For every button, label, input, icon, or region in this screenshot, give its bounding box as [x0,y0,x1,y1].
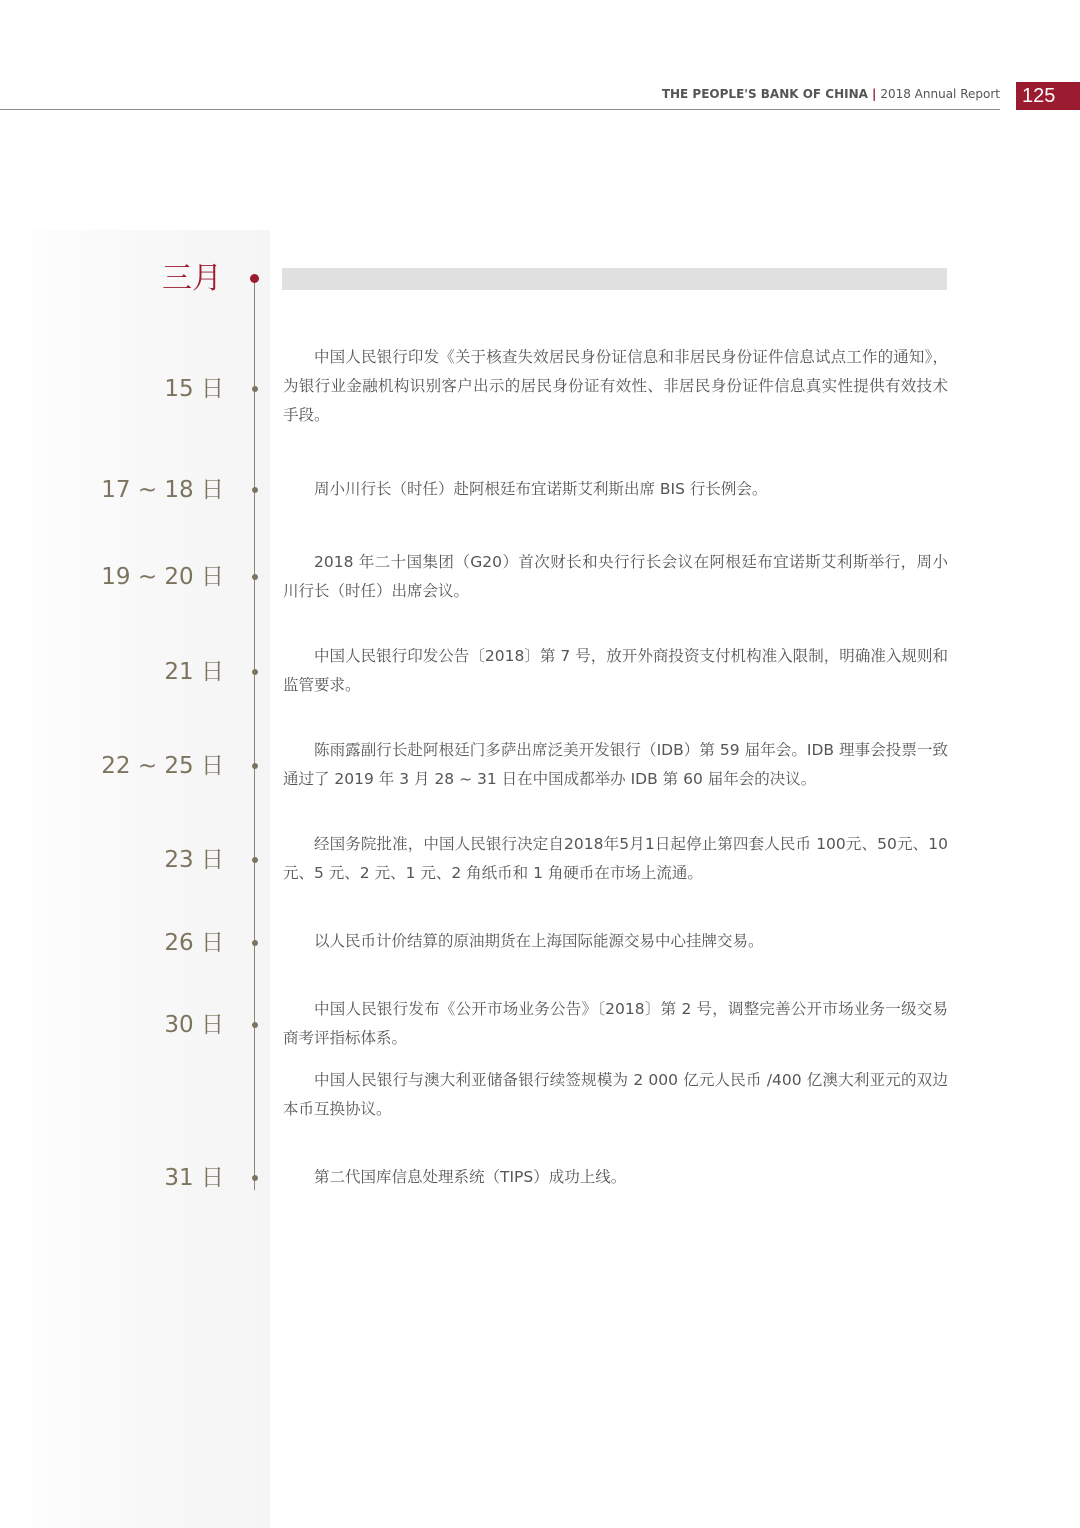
event-date: 15 日 [164,376,224,402]
event-text: 中国人民银行与澳大利亚储备银行续签规模为 2 000 亿元人民币 /400 亿澳大利亚元的双边本币互换协议。 [283,1071,948,1118]
event-date: 30 日 [164,1012,224,1038]
event-text: 中国人民银行印发公告〔2018〕第 7 号，放开外商投资支付机构准入限制，明确准入规则和监管要求。 [283,647,948,694]
event-date: 31 日 [164,1165,224,1191]
timeline-dot [252,1022,258,1028]
header-separator: | [871,87,877,101]
month-heading: 三月 [162,261,222,296]
month-marker-dot [250,274,259,283]
timeline-dot [252,386,258,392]
event-text: 陈雨露副行长赴阿根廷门多萨出席泛美开发银行（IDB）第 59 届年会。IDB 理事会投票一致通过了 2019 年 3 月 28 ~ 31 日在中国成都举办 IDB 第 60 届年会的决议。 [283,741,948,788]
event-date: 17 ~ 18 日 [101,477,224,503]
timeline-dot [252,1175,258,1181]
event-text: 中国人民银行发布《公开市场业务公告》〔2018〕第 2 号，调整完善公开市场业务一级交易商考评指标体系。 [283,1000,948,1047]
event-text: 以人民币计价结算的原油期货在上海国际能源交易中心挂牌交易。 [314,932,764,950]
event-text: 2018 年二十国集团（G20）首次财长和央行行长会议在阿根廷布宜诺斯艾利斯举行，周小川行长（时任）出席会议。 [283,553,948,600]
event-date: 23 日 [164,847,224,873]
month-heading-bar [282,268,947,290]
timeline-dot [252,763,258,769]
page-margin-shade [0,230,270,1528]
event-date: 22 ~ 25 日 [101,753,224,779]
header-org: THE PEOPLE'S BANK OF CHINA [661,87,868,101]
event-text: 经国务院批准，中国人民银行决定自2018年5月1日起停止第四套人民币 100元、50元、10 元、5 元、2 元、1 元、2 角纸币和 1 角硬币在市场上流通。 [283,835,948,882]
timeline-line [254,280,255,1190]
timeline-dot [252,574,258,580]
timeline-dot [252,857,258,863]
event-date: 19 ~ 20 日 [101,564,224,590]
running-header [662,86,1000,102]
event-text: 第二代国库信息处理系统（TIPS）成功上线。 [314,1168,627,1186]
timeline-dot [252,669,258,675]
event-text: 中国人民银行印发《关于核查失效居民身份证信息和非居民身份证件信息试点工作的通知》，为银行业金融机构识别客户出示的居民身份证有效性、非居民身份证件信息真实性提供有效技术手段。 [283,348,948,424]
event-text: 周小川行长（时任）赴阿根廷布宜诺斯艾利斯出席 BIS 行长例会。 [314,480,768,498]
timeline-dot [252,487,258,493]
timeline-dot [252,940,258,946]
header-rule [0,109,1000,110]
header-report: 2018 Annual Report [880,87,1000,101]
page-number: 125 [1016,82,1080,110]
event-date: 21 日 [164,659,224,685]
event-date: 26 日 [164,930,224,956]
